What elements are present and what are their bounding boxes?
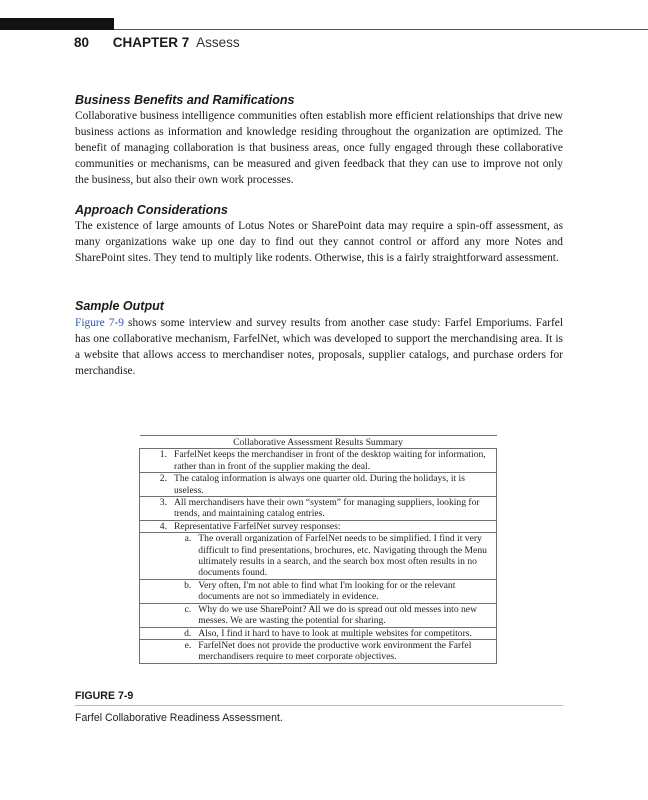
header-bar [0,18,114,30]
section-label: Assess [196,35,240,50]
indent-cell [140,639,175,663]
item-text: The catalog information is always one quarter old. During the holidays, it is useless. [171,473,497,497]
table-row [140,497,497,521]
table-row [140,627,497,639]
table-title: Collaborative Assessment Results Summary [140,436,497,449]
response-text: The overall organization of FarfelNet needs to be simplified. I find it very difficult to find presentations, brochures, etc. Navigating through the Menu ultimately results in a search, and the search box most often results in no documents found. [195,533,496,580]
table-row [140,533,497,580]
item-text: Representative FarfelNet survey responses: [171,520,497,532]
results-summary-table [139,435,497,664]
item-number: 1. [140,449,172,473]
response-text: Also, I find it hard to have to look at multiple websites for competitors. [195,627,496,639]
item-text: FarfelNet keeps the merchandiser in front of the desktop waiting for information, rather than in front of the supplier making the deal. [171,449,497,473]
response-letter: b. [174,579,195,603]
figure-reference-link[interactable]: Figure 7-9 [75,317,124,329]
figure-rule [75,705,563,706]
response-text: FarfelNet does not provide the productive work environment the Farfel merchandisers require to meet corporate objectives. [195,639,496,663]
response-text: Why do we use SharePoint? All we do is spread out old messes into new messes. We are wasting the potential for sharing. [195,603,496,627]
approach-heading: Approach Considerations [75,203,228,217]
sample-paragraph [75,315,563,379]
item-number: 3. [140,497,172,521]
indent-cell [140,579,175,603]
figure-caption: Farfel Collaborative Readiness Assessment. [75,712,283,724]
indent-cell [140,603,175,627]
response-letter: e. [174,639,195,663]
indent-cell [140,627,175,639]
table-row [140,520,497,532]
chapter-label: CHAPTER 7 [112,35,190,50]
response-letter: c. [174,603,195,627]
sample-heading: Sample Output [75,299,164,313]
page-number: 80 [74,35,90,50]
item-number: 4. [140,520,172,532]
indent-cell [140,533,175,580]
header-rule [114,29,648,30]
response-letter: a. [174,533,195,580]
table-row [140,639,497,663]
item-number: 2. [140,473,172,497]
figure-label: FIGURE 7-9 [75,690,134,702]
response-text: Very often, I'm not able to find what I'm looking for or the relevant documents are not so immediately in evidence. [195,579,496,603]
benefits-heading: Business Benefits and Ramifications [75,93,295,107]
running-header [74,35,240,50]
response-letter: d. [174,627,195,639]
benefits-paragraph: Collaborative business intelligence communities often establish more efficient relationships that drive new business actions as information and knowledge residing throughout the organization are optimized. The benefit of managing collaboration is that business areas, once fully engaged through these collaborative communities or mechanisms, can be measured and given feedback that they can use to improve not only the business, but also their own work processes. [75,110,563,186]
table-row [140,449,497,473]
table-row [140,473,497,497]
sample-text: shows some interview and survey results from another case study: Farfel Emporiums. Farfel has one collaborative mechanism, FarfelNet, which was developed to support the merchandising area. It is a website that allows access to merchandiser notes, proposals, supplier catalogs, and purchase orders for merchandise. [75,317,563,377]
table-row [140,603,497,627]
approach-paragraph: The existence of large amounts of Lotus Notes or SharePoint data may require a spin-off assessment, as many organizations wake up one day to find out they cannot control or afford any more Notes and SharePoint sites. They tend to multiply like rodents. Otherwise, this is a fairly straightforward assessment. [75,220,563,264]
item-text: All merchandisers have their own “system” for managing suppliers, looking for trends, and maintaining catalog entries. [171,497,497,521]
table-row [140,579,497,603]
